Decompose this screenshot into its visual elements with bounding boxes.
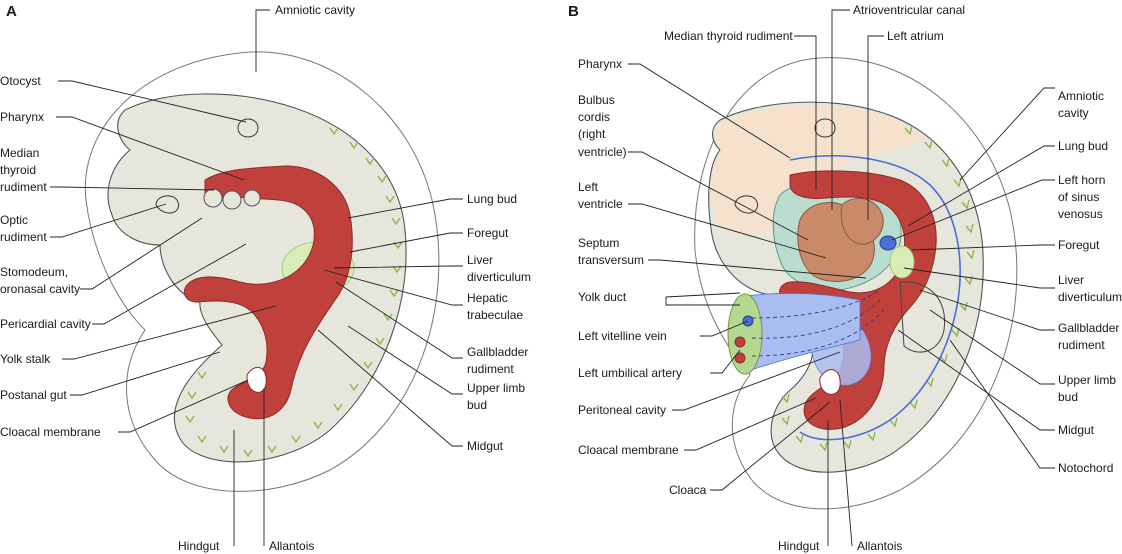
label-hepatic-a-1: Hepatic bbox=[467, 291, 508, 305]
label-left-horn-b-2: of sinus bbox=[1058, 190, 1100, 204]
stomodeum-bumps-a bbox=[204, 189, 260, 209]
label-midgut-a: Midgut bbox=[467, 439, 504, 453]
yolk-duct-bracket-b bbox=[666, 293, 740, 305]
yolk-duct-section-b bbox=[728, 294, 762, 374]
label-foregut-a: Foregut bbox=[467, 226, 509, 240]
label-foregut-b: Foregut bbox=[1058, 238, 1100, 252]
label-median-thyroid-a-3: rudiment bbox=[0, 180, 47, 194]
label-gallbladder-a-1: Gallbladder bbox=[467, 345, 529, 359]
figure-b bbox=[568, 3, 1122, 553]
label-optic-a-2: rudiment bbox=[0, 230, 47, 244]
label-stomodeum-a-2: oronasal cavity bbox=[0, 282, 81, 296]
sinus-venosus-horn-b bbox=[880, 236, 896, 250]
label-otocyst-a: Otocyst bbox=[0, 74, 41, 88]
label-stomodeum-a-1: Stomodeum, bbox=[0, 265, 69, 279]
label-pharynx-a: Pharynx bbox=[0, 110, 45, 124]
label-gallbladder-a-2: rudiment bbox=[467, 362, 514, 376]
label-left-atrium-b: Left atrium bbox=[887, 29, 944, 43]
label-left-vitelline-b: Left vitelline vein bbox=[578, 329, 667, 343]
label-liver-div-b-1: Liver bbox=[1058, 273, 1085, 287]
label-amniotic-b-2: cavity bbox=[1058, 106, 1089, 120]
label-bulbus-b-3: (right bbox=[578, 127, 606, 141]
label-amniotic-cavity-a: Amniotic cavity bbox=[275, 3, 356, 17]
label-upper-limb-a-1: Upper limb bbox=[467, 381, 526, 395]
label-postanal-gut-a: Postanal gut bbox=[0, 388, 67, 402]
label-median-thyroid-a-2: thyroid bbox=[0, 163, 37, 177]
label-liver-div-a-2: diverticulum bbox=[467, 270, 532, 284]
label-upper-limb-b-2: bud bbox=[1058, 390, 1079, 404]
label-yolk-duct-b: Yolk duct bbox=[578, 290, 627, 304]
label-bulbus-b-4: ventricle) bbox=[578, 145, 627, 159]
label-septum-b-2: transversum bbox=[578, 253, 645, 267]
umbilical-artery-section-b1 bbox=[735, 337, 745, 347]
label-median-thyroid-a-1: Median bbox=[0, 146, 40, 160]
figure-a bbox=[0, 3, 531, 553]
label-bulbus-b-1: Bulbus bbox=[578, 93, 615, 107]
label-allantois-a: Allantois bbox=[269, 539, 315, 553]
label-atrioventricular-b: Atrioventricular canal bbox=[853, 3, 966, 17]
label-left-horn-b-1: Left horn bbox=[1058, 173, 1106, 187]
label-hepatic-a-2: trabeculae bbox=[467, 308, 524, 322]
label-upper-limb-b-1: Upper limb bbox=[1058, 373, 1117, 387]
label-left-ventricle-b-1: Left bbox=[578, 180, 599, 194]
label-optic-a-1: Optic bbox=[0, 213, 29, 227]
label-hindgut-b: Hindgut bbox=[778, 539, 820, 553]
label-left-horn-b-3: venosus bbox=[1058, 207, 1103, 221]
label-peritoneal-b: Peritoneal cavity bbox=[578, 403, 667, 417]
label-notochord-b: Notochord bbox=[1058, 461, 1114, 475]
label-left-ventricle-b-2: ventricle bbox=[578, 197, 623, 211]
label-gallbladder-b-1: Gallbladder bbox=[1058, 321, 1120, 335]
label-left-umbilical-b: Left umbilical artery bbox=[578, 366, 683, 380]
label-median-thyroid-b: Median thyroid rudiment bbox=[664, 29, 793, 43]
label-pharynx-b: Pharynx bbox=[578, 57, 623, 71]
label-upper-limb-a-2: bud bbox=[467, 398, 488, 412]
label-bulbus-b-2: cordis bbox=[578, 110, 611, 124]
label-pericardial-cavity-a: Pericardial cavity bbox=[0, 317, 91, 331]
label-cloaca-b: Cloaca bbox=[669, 483, 707, 497]
label-gallbladder-b-2: rudiment bbox=[1058, 338, 1105, 352]
label-lung-bud-b: Lung bud bbox=[1058, 139, 1109, 153]
cloaca-lumen-b bbox=[820, 370, 840, 395]
panel-label-a: A bbox=[6, 3, 17, 20]
label-septum-b-1: Septum bbox=[578, 236, 620, 250]
label-cloacal-membrane-a: Cloacal membrane bbox=[0, 425, 101, 439]
label-hindgut-a: Hindgut bbox=[178, 539, 220, 553]
label-liver-div-a-1: Liver bbox=[467, 253, 494, 267]
label-amniotic-b-1: Amniotic bbox=[1058, 89, 1105, 103]
label-allantois-b: Allantois bbox=[857, 539, 903, 553]
label-lung-bud-a: Lung bud bbox=[467, 192, 518, 206]
panel-label-b: B bbox=[568, 3, 579, 20]
label-yolk-stalk-a: Yolk stalk bbox=[0, 352, 51, 366]
label-liver-div-b-2: diverticulum bbox=[1058, 290, 1122, 304]
label-cloacal-membrane-b: Cloacal membrane bbox=[578, 443, 679, 457]
label-midgut-b: Midgut bbox=[1058, 423, 1095, 437]
liver-region-b bbox=[890, 246, 914, 278]
